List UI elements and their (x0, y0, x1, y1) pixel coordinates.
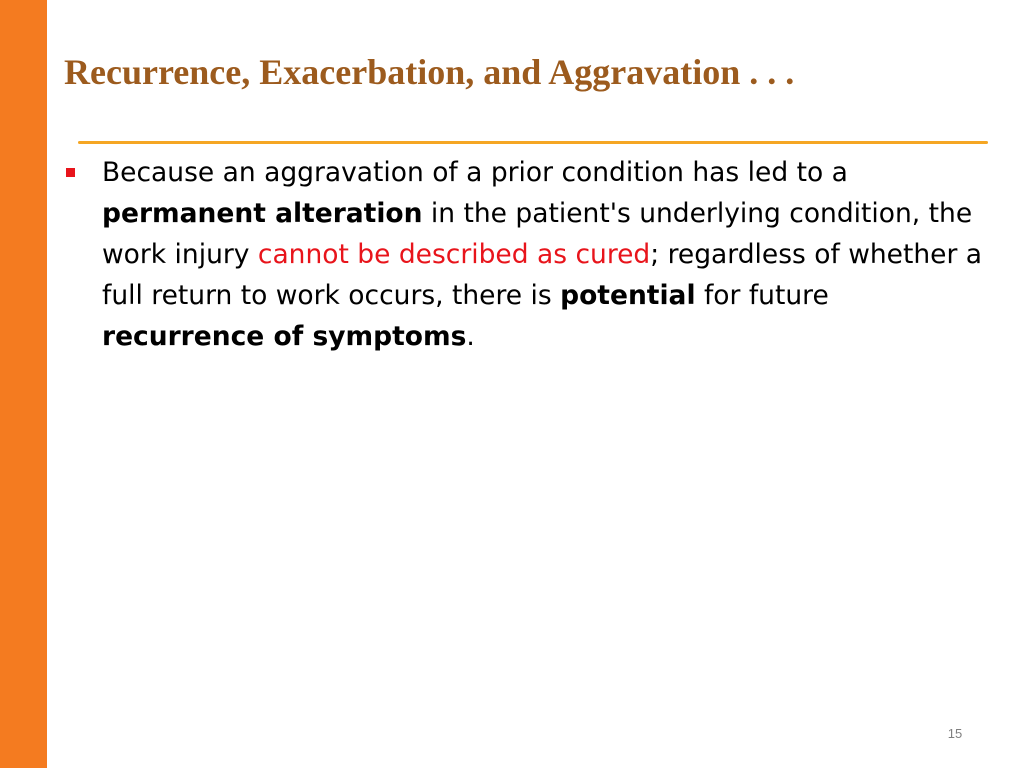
slide-number: 15 (947, 726, 963, 741)
square-bullet-icon (66, 168, 75, 177)
bullet-text-5: . (466, 321, 475, 352)
highlight-cannot-be-cured: cannot be described as cured (257, 239, 651, 270)
slide-body (64, 152, 999, 357)
slide-title: Recurrence, Exacerbation, and Aggravation . . . (64, 52, 795, 92)
title-divider (78, 141, 988, 144)
accent-sidebar (0, 0, 47, 768)
bullet-text-2: in the patient's underlying condition, the work injury (102, 198, 973, 270)
emphasis-recurrence-of-symptoms: recurrence of symptoms (102, 321, 467, 352)
emphasis-potential: potential (560, 280, 696, 311)
bullet-item (64, 152, 999, 357)
bullet-text-1: Because an aggravation of a prior condition has led to a (102, 157, 848, 188)
bullet-text-3: ; regardless of whether a full return to work occurs, there is (102, 239, 983, 311)
emphasis-permanent-alteration: permanent alteration (102, 198, 423, 229)
bullet-text-4: for future (695, 280, 829, 311)
